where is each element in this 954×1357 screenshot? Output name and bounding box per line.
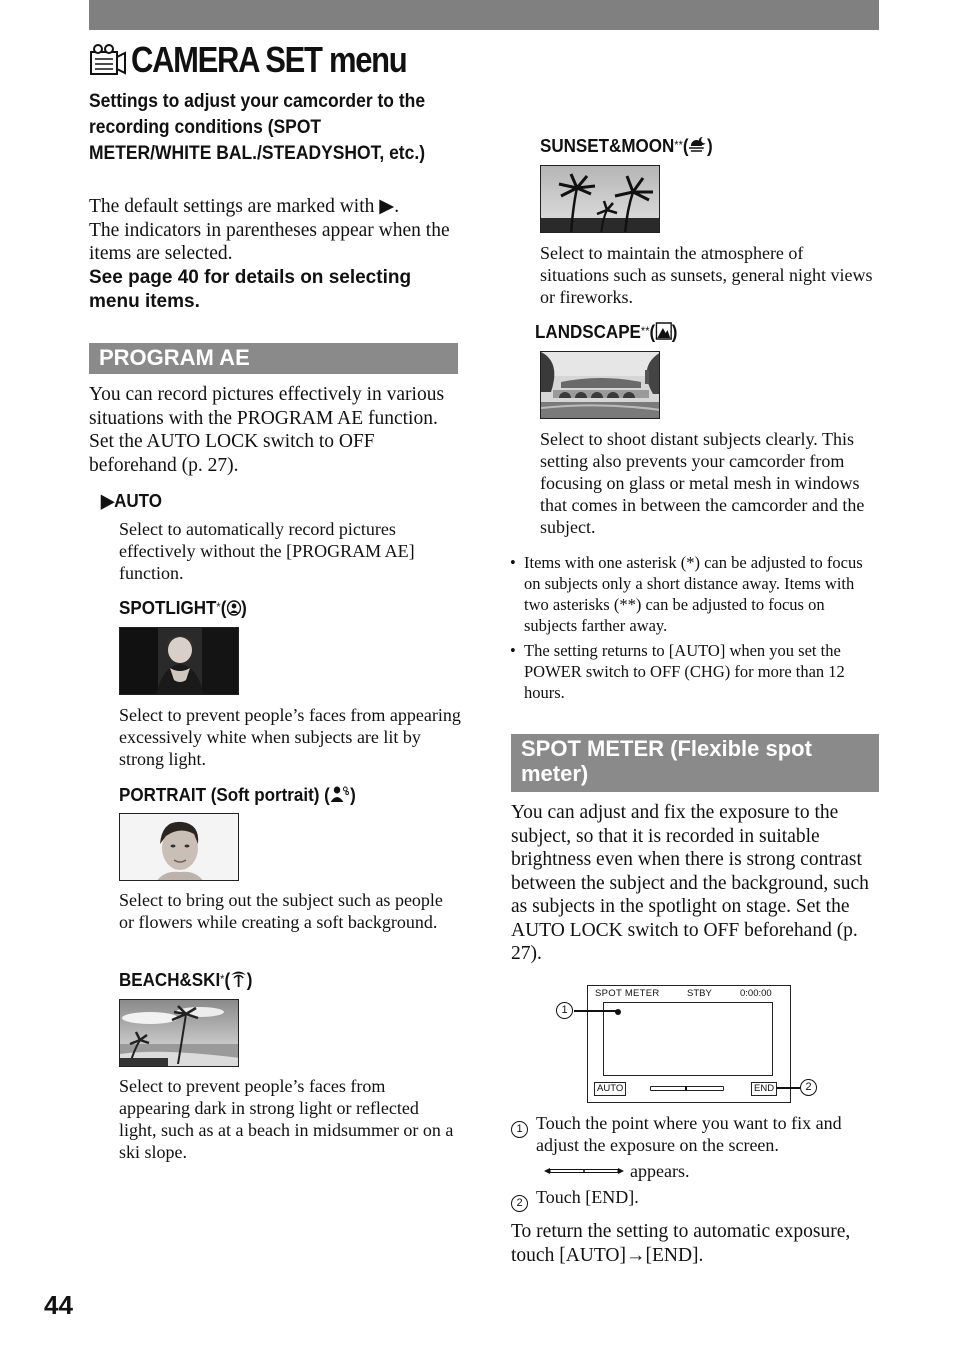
screen-end-button[interactable]: END	[751, 1082, 777, 1096]
asterisk: **	[674, 138, 683, 152]
portrait-photo	[119, 813, 239, 881]
step-2	[511, 1186, 879, 1212]
spot-meter-screen	[587, 985, 791, 1103]
note-auto-return: The setting returns to [AUTO] when you set the POWER switch to OFF (CHG) for more than 12 hours.	[524, 641, 845, 702]
landscape-icon	[655, 322, 672, 340]
screen-counter: 0:00:00	[740, 988, 772, 999]
screen-status-label: STBY	[687, 988, 712, 999]
item-beach-ski-title: BEACH&SKI*( )	[119, 969, 253, 990]
program-ae-body: You can record pictures effectively in various situations with the PROGRAM AE function. Set the AUTO LOCK switch to OFF beforehand (p. 27).	[89, 384, 445, 476]
item-landscape-label: LANDSCAPE	[535, 321, 641, 342]
portrait-icon	[330, 785, 350, 803]
step-1-sub	[542, 1160, 879, 1182]
intro	[89, 195, 459, 266]
page-title: CAMERA SET menu	[131, 39, 407, 80]
item-spotlight-label: SPOTLIGHT	[119, 597, 217, 618]
note-item: • The setting returns to [AUTO] when you set the POWER switch to OFF (CHG) for more than 12 hours.	[510, 640, 880, 703]
program-ae-heading: PROGRAM AE	[89, 343, 458, 374]
header-bar	[89, 0, 879, 30]
item-landscape-title: LANDSCAPE**( )	[535, 321, 678, 342]
beach-ski-photo	[119, 999, 239, 1067]
asterisk: **	[640, 324, 650, 338]
item-beach-ski-label: BEACH&SKI	[119, 969, 221, 990]
step-1-sub-text: appears.	[630, 1161, 690, 1181]
screen-viewfinder-area[interactable]	[603, 1002, 773, 1076]
item-landscape-desc: Select to shoot distant subjects clearly. This setting also prevents your camcorder from focusing on glass or metal mesh in windows that comes in between the camcorder and the subject.	[540, 429, 865, 537]
item-auto-title	[101, 489, 162, 513]
spot-meter-footer: To return the setting to automatic exposure, touch [AUTO]→[END].	[511, 1221, 851, 1266]
page-number: 44	[44, 1290, 73, 1320]
spotlight-icon	[226, 600, 241, 616]
step-text: Touch the point where you want to fix and adjust the exposure on the screen.	[536, 1113, 842, 1155]
step-number: 1	[511, 1121, 528, 1138]
note-asterisks: Items with one asterisk (*) can be adjusted to focus on subjects only a short distance away. Items with two asterisks (**) can be adjusted to focus on subjects farther away.	[524, 553, 863, 635]
spot-meter-heading: SPOT METER (Flexible spot meter)	[511, 734, 879, 792]
beach-ski-icon	[230, 970, 247, 988]
step-number: 2	[511, 1195, 528, 1212]
item-beach-ski-desc: Select to prevent people’s faces from appearing dark in strong light or reflected light, such as at a beach in midsummer or on a ski slope.	[119, 1076, 454, 1162]
asterisk: *	[220, 972, 225, 986]
callout-1: 1	[556, 1002, 573, 1019]
callout-2-leader	[776, 1087, 800, 1089]
intro-default-marker: The default settings are marked with ▶.	[89, 196, 400, 217]
item-spotlight-title: SPOTLIGHT*( )	[119, 597, 247, 618]
callout-1-leader	[574, 1010, 618, 1012]
page-title-row	[89, 38, 451, 82]
item-portrait-title: PORTRAIT (Soft portrait) ( )	[119, 784, 356, 805]
item-auto-desc: Select to automatically record pictures effectively without the [PROGRAM AE] function.	[119, 519, 415, 583]
sunset-moon-photo	[540, 165, 660, 233]
screen-auto-button[interactable]: AUTO	[594, 1082, 626, 1096]
page-subtitle: Settings to adjust your camcorder to the recording conditions (SPOT METER/WHITE BAL./STEADYSHOT, etc.)	[89, 91, 426, 164]
item-auto-label: ▶AUTO	[101, 490, 163, 511]
callout-2: 2	[800, 1079, 817, 1096]
note-item: • Items with one asterisk (*) can be adjusted to focus on subjects only a short distance away. Items with two asterisks (**) can be adjusted to focus on subjects farther away.	[510, 552, 880, 636]
item-sunset-moon-label: SUNSET&MOON	[540, 135, 675, 156]
exposure-slider-icon	[542, 1166, 626, 1176]
item-portrait-label: PORTRAIT (Soft portrait)	[119, 784, 320, 805]
see-page-link[interactable]: See page 40 for details on selecting menu items.	[89, 267, 412, 312]
item-spotlight-desc: Select to prevent people’s faces from appearing excessively white when subjects are lit by strong light.	[119, 705, 461, 769]
sunset-moon-icon	[689, 136, 707, 154]
camera-icon	[89, 43, 127, 77]
spot-meter-body: You can adjust and fix the exposure to the subject, so that it is recorded in suitable brightness even when there is strong contrast between the subject and the background, such as subjects in the spotlight on stage. Set the AUTO LOCK switch to OFF beforehand (p. 27).	[511, 802, 869, 964]
step-text: Touch [END].	[536, 1187, 639, 1207]
asterisk: *	[216, 600, 221, 614]
item-portrait-desc: Select to bring out the subject such as people or flowers while creating a soft background.	[119, 890, 443, 932]
spotlight-photo	[119, 627, 239, 695]
exposure-slider-thumb	[685, 1086, 687, 1091]
landscape-photo	[540, 351, 660, 419]
intro-indicators: The indicators in parentheses appear when the items are selected.	[89, 219, 450, 264]
item-sunset-moon-desc: Select to maintain the atmosphere of situations such as sunsets, general night views or fireworks.	[540, 243, 873, 307]
exposure-slider[interactable]	[650, 1086, 724, 1091]
program-ae-notes	[510, 552, 880, 703]
screen-mode-label: SPOT METER	[595, 988, 660, 999]
step-1	[511, 1112, 879, 1156]
item-sunset-moon-title: SUNSET&MOON**( )	[540, 135, 713, 156]
spot-meter-steps	[511, 1112, 879, 1212]
